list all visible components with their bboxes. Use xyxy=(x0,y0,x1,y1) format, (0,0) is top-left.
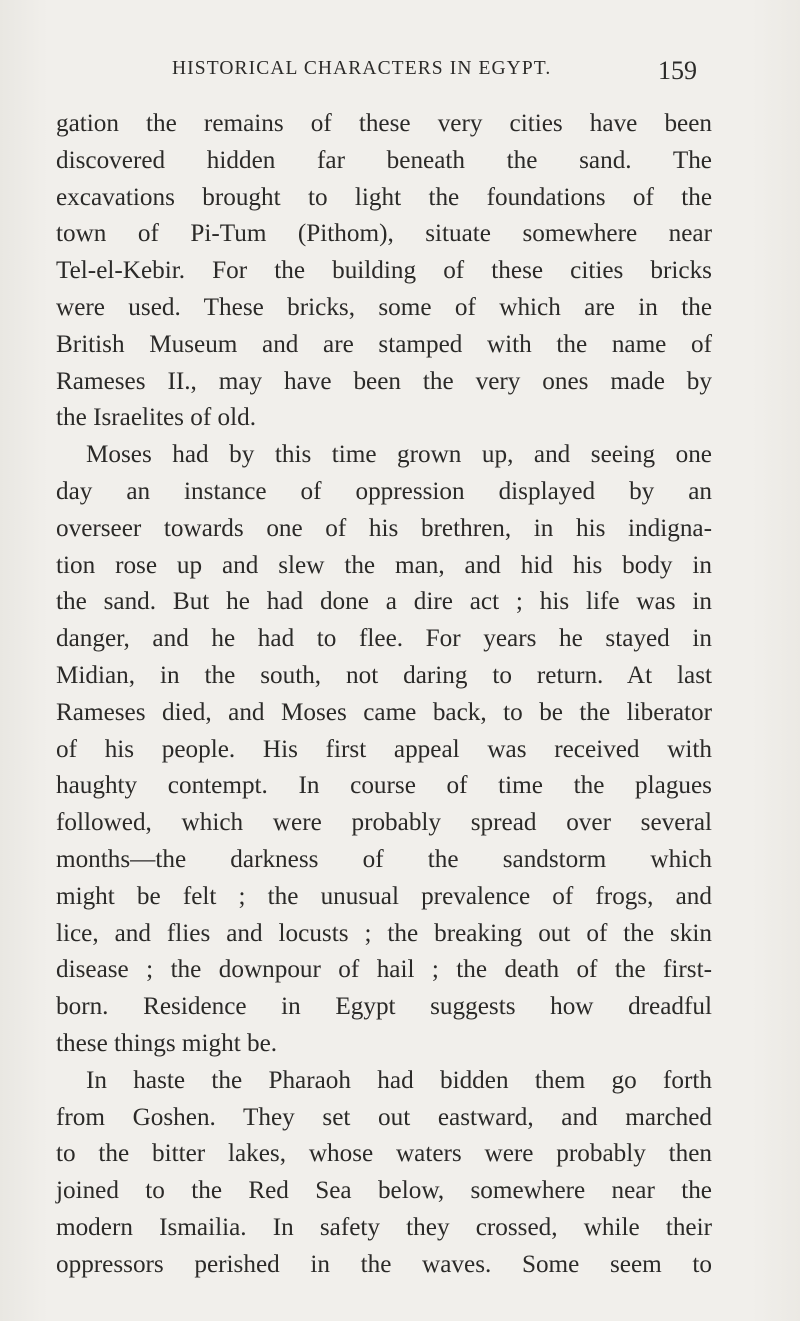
page-header xyxy=(0,58,800,88)
text-line: danger, and he had to flee. For years he stayed in xyxy=(56,625,712,653)
text-line: born. Residence in Egypt suggests how dreadful xyxy=(56,993,712,1021)
text-line: months—the darkness of the sandstorm which xyxy=(56,845,712,873)
text-line: day an instance of oppression displayed by an xyxy=(56,477,712,505)
text-line: of his people. His first appeal was received with xyxy=(56,735,712,763)
text-line: modern Ismailia. In safety they crossed, while their xyxy=(56,1213,712,1241)
text-line: lice, and flies and locusts ; the breaking out of the skin xyxy=(56,919,712,947)
text-line: Midian, in the south, not daring to return. At last xyxy=(56,661,712,689)
text-line: were used. These bricks, some of which are in the xyxy=(56,293,712,321)
text-line: British Museum and are stamped with the name of xyxy=(56,330,712,358)
text-line: town of Pi-Tum (Pithom), situate somewhere near xyxy=(56,220,712,248)
text-line: to the bitter lakes, whose waters were probably then xyxy=(56,1140,712,1168)
paragraph-first-line: In haste the Pharaoh had bidden them go forth xyxy=(86,1066,712,1094)
body-text xyxy=(56,106,712,1284)
text-line: disease ; the downpour of hail ; the death of the first- xyxy=(56,956,712,984)
text-line: overseer towards one of his brethren, in his indigna- xyxy=(56,514,712,542)
text-line: Rameses died, and Moses came back, to be the liberator xyxy=(56,698,712,726)
text-line: excavations brought to light the foundations of the xyxy=(56,183,712,211)
page-number: 159 xyxy=(658,56,697,85)
text-line: haughty contempt. In course of time the plagues xyxy=(56,772,712,800)
text-line: the sand. But he had done a dire act ; his life was in xyxy=(56,588,712,616)
text-line: oppressors perished in the waves. Some seem to xyxy=(56,1250,712,1278)
text-line: followed, which were probably spread over several xyxy=(56,809,712,837)
text-line: might be felt ; the unusual prevalence of frogs, and xyxy=(56,882,712,910)
text-line: joined to the Red Sea below, somewhere near the xyxy=(56,1177,712,1205)
text-line: from Goshen. They set out eastward, and marched xyxy=(56,1103,712,1131)
text-line: Rameses II., may have been the very ones made by xyxy=(56,367,712,395)
paragraph-first-line: Moses had by this time grown up, and seeing one xyxy=(86,441,712,469)
text-line: discovered hidden far beneath the sand. The xyxy=(56,146,712,174)
text-line: these things might be. xyxy=(56,1029,278,1057)
running-head: HISTORICAL CHARACTERS IN EGYPT. xyxy=(172,58,552,79)
text-line: tion rose up and slew the man, and hid his body in xyxy=(56,551,712,579)
text-line: gation the remains of these very cities have been xyxy=(56,110,712,137)
text-line: the Israelites of old. xyxy=(56,404,257,432)
text-line: Tel-el-Kebir. For the building of these cities bricks xyxy=(56,257,712,285)
